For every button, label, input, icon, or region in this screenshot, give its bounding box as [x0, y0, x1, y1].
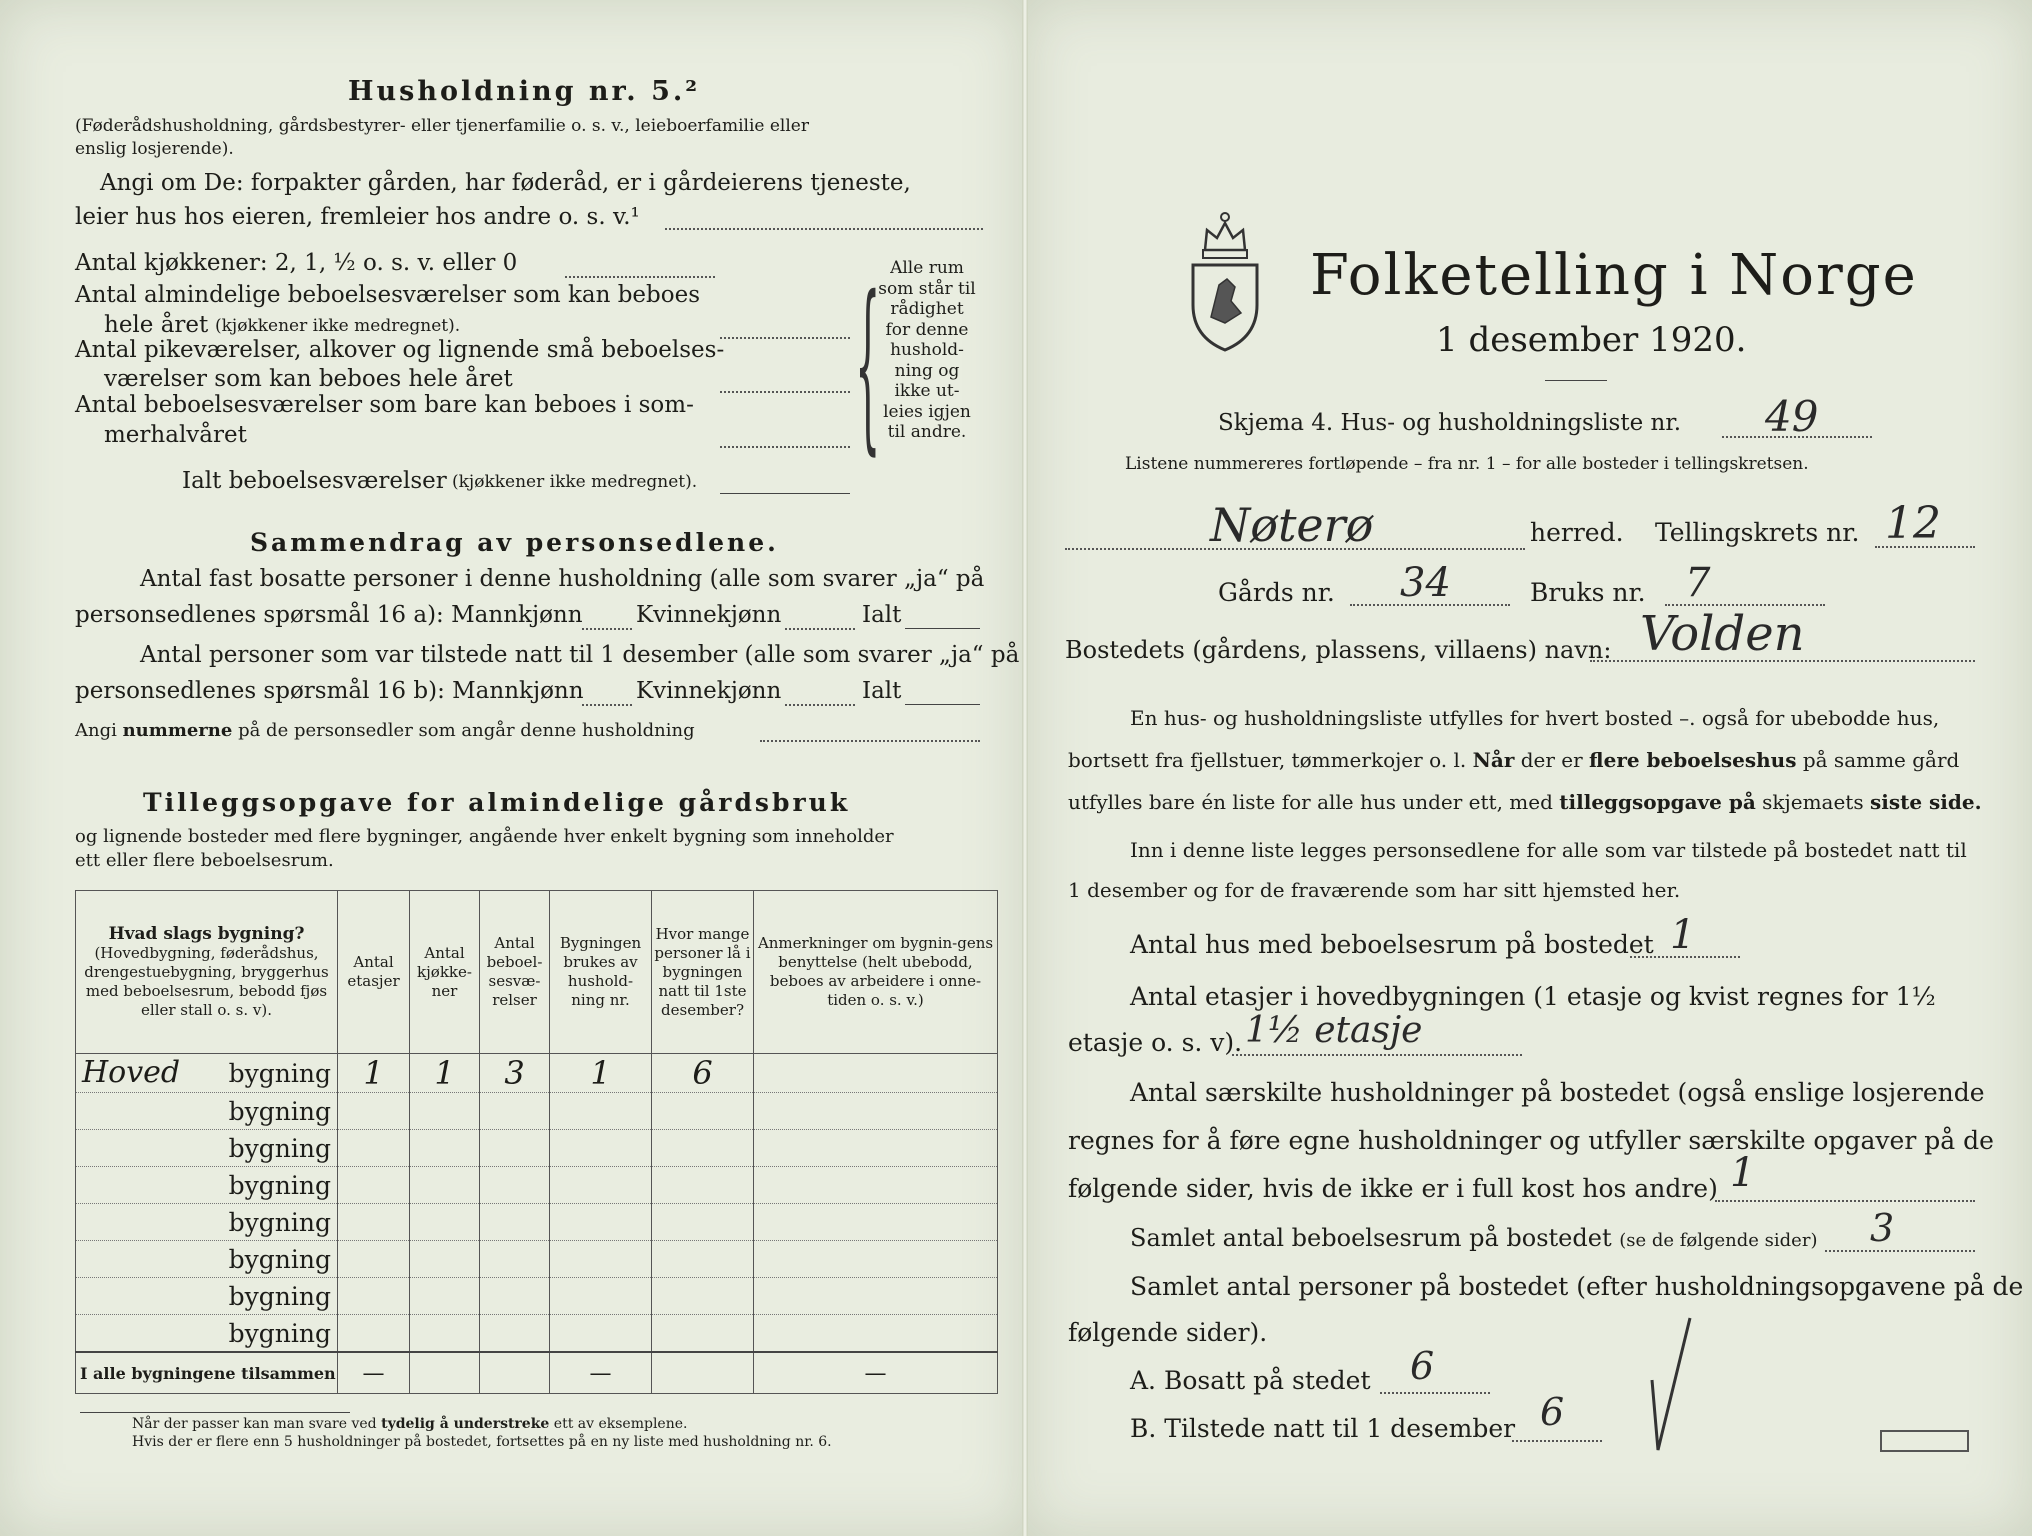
printer-stamp-icon [1880, 1430, 1969, 1452]
row-type-cell [76, 1204, 338, 1241]
row-personer-cell [652, 1241, 754, 1278]
alm-label-line2: hele året [104, 312, 209, 338]
row-type-value: Hoved [82, 1055, 181, 1090]
tillegg-line1: og lignende bosteder med flere bygninger, angående hver enkelt bygning som inneholder [75, 826, 894, 847]
samlet-pers-line2: følgende sider). [1068, 1318, 1268, 1347]
instr1-l2-b: Når [1472, 748, 1515, 772]
bosted-label: Bostedets (gårdens, plassens, villaens) navn: [1065, 636, 1612, 664]
side-note-line: for denne [885, 319, 969, 340]
col-header-type-bold: Hvad slags bygning? [108, 923, 305, 944]
herred-value: Nøterø [1210, 498, 1374, 552]
bruks-value: 7 [1685, 560, 1711, 606]
col-header-etasjer: Antal etasjer [338, 891, 410, 1054]
instr1-l2-a: bortsett fra fjellstuer, tømmerkojer o. l. [1068, 748, 1473, 772]
fast-line1: Antal fast bosatte personer i denne husholdning (alle som svarer „ja“ på [140, 566, 985, 592]
rooms-side-note [872, 258, 982, 443]
fast-ialt-label: Ialt [862, 602, 902, 628]
table-header-row [76, 891, 998, 1054]
row-type-cell [76, 1278, 338, 1315]
total-personer [652, 1352, 754, 1394]
instr1-line1: En hus- og husholdningsliste utfylles for hvert bosted –. også for ubebodde hus, [1130, 706, 1940, 730]
footnote-l1-a: Når der passer kan man svare ved [132, 1416, 382, 1432]
total-label: I alle bygningene tilsammen [76, 1352, 338, 1394]
row-anm-cell [754, 1204, 998, 1241]
checkmark-icon [1630, 1310, 1710, 1460]
row-anm-cell [754, 1130, 998, 1167]
bosatt-field [1380, 1392, 1490, 1394]
instr1-l2-c: der er [1514, 748, 1590, 772]
sammendrag-title: Sammendrag av personsedlene. [250, 528, 779, 557]
husholdning-title: Husholdning nr. 5.² [348, 76, 701, 107]
tilstede-label: B. Tilstede natt til 1 desember [1130, 1414, 1516, 1443]
hus-label: Antal hus med beboelsesrum på bostedet [1130, 930, 1654, 959]
samlet-rum-label [1130, 1224, 1817, 1252]
fast-line2: personsedlenes spørsmål 16 a): Mannkjønn [75, 602, 583, 628]
sommer-label-line1: Antal beboelsesværelser som bare kan beboes i som- [75, 392, 694, 418]
tilstede-ialt-label: Ialt [862, 678, 902, 704]
instr2-line1: Inn i denne liste legges personsedlene for alle som var tilstede på bostedet natt til [1130, 838, 1967, 862]
sarskilte-line3: følgende sider, hvis de ikke er i full kost hos andre) [1068, 1174, 1718, 1203]
row-bygning-label: bygning [228, 1318, 331, 1348]
angi-nummerne-b: nummerne [122, 720, 233, 741]
row-kjokkener-cell: 1 [410, 1054, 480, 1093]
footnote-rule [80, 1412, 350, 1413]
total-etasjer: — [338, 1352, 410, 1394]
row-bygning-label: bygning [228, 1207, 331, 1237]
row-husholdning-cell: 1 [550, 1054, 652, 1093]
table-row [76, 1278, 998, 1315]
row-kjokkener-cell [410, 1278, 480, 1315]
col-header-husholdning: Bygningen brukes av hushold-ning nr. [550, 891, 652, 1054]
main-title: Folketelling i Norge [1310, 243, 1918, 308]
angi-fill-line [665, 228, 983, 230]
census-date: 1 desember 1920. [1436, 320, 1747, 360]
gards-label: Gårds nr. [1218, 578, 1335, 607]
tilstede-value: 6 [1540, 1390, 1565, 1434]
instr1-line2 [1068, 748, 1959, 772]
row-vaerelser-cell: 3 [480, 1054, 550, 1093]
fast-kvinne-label: Kvinnekjønn [636, 602, 782, 628]
row-vaerelser-cell [480, 1093, 550, 1130]
bosatt-value: 6 [1410, 1344, 1435, 1388]
row-personer-cell: 6 [652, 1054, 754, 1093]
row-husholdning-cell [550, 1167, 652, 1204]
row-etasjer-cell [338, 1093, 410, 1130]
col-header-type [76, 891, 338, 1054]
row-etasjer-cell: 1 [338, 1054, 410, 1093]
row-anm-cell [754, 1315, 998, 1353]
row-husholdning-cell [550, 1315, 652, 1353]
building-table [75, 890, 998, 1394]
side-note-line: ning og [894, 360, 960, 381]
skjema-label: Skjema 4. Hus- og husholdningsliste nr. [1218, 410, 1682, 436]
bosatt-label: A. Bosatt på stedet [1130, 1366, 1371, 1395]
row-bygning-label: bygning [228, 1096, 331, 1126]
table-total-row [76, 1352, 998, 1394]
sarskilte-line2: regnes for å føre egne husholdninger og utfyller særskilte opgaver på de [1068, 1126, 1994, 1155]
total-kjokkener [410, 1352, 480, 1394]
sarskilte-field [1715, 1200, 1975, 1202]
instr1-l3-d: siste side. [1869, 790, 1982, 814]
row-type-cell [76, 1167, 338, 1204]
row-type-cell [76, 1241, 338, 1278]
side-note-line: leies igjen [883, 401, 971, 422]
row-vaerelser-cell [480, 1167, 550, 1204]
total-husholdning: — [550, 1352, 652, 1394]
row-personer-cell [652, 1167, 754, 1204]
etasjer-field [1232, 1054, 1522, 1056]
col-header-kjokkener: Antal kjøkke-ner [410, 891, 480, 1054]
row-bygning-label: bygning [228, 1281, 331, 1311]
footnote-line1 [132, 1416, 687, 1432]
alm-label-line1: Antal almindelige beboelsesværelser som kan beboes [75, 282, 701, 308]
row-type-cell [76, 1315, 338, 1353]
row-anm-cell [754, 1093, 998, 1130]
tellingskrets-label: Tellingskrets nr. [1655, 518, 1860, 547]
intro-note-line2: enslig losjerende). [75, 139, 234, 159]
table-row [76, 1054, 998, 1093]
total-anmerkninger: — [754, 1352, 998, 1394]
angi-nummerne-field [760, 740, 980, 742]
row-personer-cell [652, 1315, 754, 1353]
intro-note-line1: (Føderådshusholdning, gårdsbestyrer- eller tjenerfamilie o. s. v., leieboerfamilie eller [75, 116, 809, 136]
pike-label-line1: Antal pikeværelser, alkover og lignende små beboelses- [75, 337, 725, 363]
etasjer-value: 1½ etasje [1245, 1010, 1423, 1051]
table-row [76, 1204, 998, 1241]
row-vaerelser-cell [480, 1204, 550, 1241]
sarskilte-line1: Antal særskilte husholdninger på bostedet (også enslige losjerende [1130, 1078, 1985, 1107]
instr1-l3-a: utfylles bare én liste for alle hus under ett, med [1068, 790, 1560, 814]
page-fold [1022, 0, 1028, 1536]
sarskilte-value: 1 [1730, 1150, 1756, 1196]
col-header-anmerkninger: Anmerkninger om bygnin-gens benyttelse (helt ubebodd, beboes av arbeidere i onne-tiden o. s. v.) [754, 891, 998, 1054]
side-note-line: som står til [878, 278, 976, 299]
row-anm-cell [754, 1054, 998, 1093]
row-bygning-label: bygning [228, 1170, 331, 1200]
ialt-vaerelser-label: Ialt beboelsesværelser [182, 468, 447, 494]
fast-ialt-field [905, 628, 980, 629]
row-vaerelser-cell [480, 1130, 550, 1167]
samlet-rum-b: (se de følgende sider) [1619, 1230, 1818, 1251]
row-kjokkener-cell [410, 1130, 480, 1167]
total-vaerelser [480, 1352, 550, 1394]
row-husholdning-cell [550, 1093, 652, 1130]
angi-line1: Angi om De: forpakter gården, har føderåd, er i gårdeierens tjeneste, [100, 170, 911, 196]
col-header-personer: Hvor mange personer lå i bygningen natt til 1ste desember? [652, 891, 754, 1054]
row-anm-cell [754, 1278, 998, 1315]
tilstede-ialt-field [905, 704, 980, 705]
row-type-cell [76, 1130, 338, 1167]
samlet-rum-value: 3 [1870, 1206, 1895, 1250]
row-husholdning-cell [550, 1278, 652, 1315]
row-vaerelser-cell [480, 1315, 550, 1353]
row-etasjer-cell [338, 1130, 410, 1167]
footnote-line2: Hvis der er flere enn 5 husholdninger på bostedet, fortsettes på en ny liste med husholdning nr. 6. [132, 1434, 832, 1450]
table-row [76, 1093, 998, 1130]
row-personer-cell [652, 1130, 754, 1167]
side-note-line: til andre. [887, 422, 967, 442]
fast-kvinne-field [785, 628, 855, 630]
listene-note: Listene nummereres fortløpende – fra nr. 1 – for alle bosteder i tellingskretsen. [1125, 454, 1809, 474]
row-husholdning-cell [550, 1241, 652, 1278]
row-etasjer-cell [338, 1167, 410, 1204]
title-rule [1545, 380, 1607, 381]
samlet-pers-line1: Samlet antal personer på bostedet (efter husholdningsopgavene på de [1130, 1272, 2024, 1301]
footnote-l1-c: ett av eksemplene. [549, 1416, 688, 1432]
instr1-l2-d: flere beboelseshus [1589, 748, 1797, 772]
row-personer-cell [652, 1093, 754, 1130]
row-husholdning-cell [550, 1204, 652, 1241]
footnote-l1-b: tydelig å understreke [381, 1416, 550, 1432]
angi-nummerne-c: på de personsedler som angår denne husholdning [232, 720, 695, 741]
angi-line2: leier hus hos eieren, fremleier hos andre o. s. v.¹ [75, 204, 640, 230]
pike-field [720, 391, 850, 393]
col-header-vaerelser: Antal beboel-sesvæ-relser [480, 891, 550, 1054]
etasjer-line2: etasje o. s. v). [1068, 1028, 1243, 1057]
table-row [76, 1315, 998, 1353]
table-row [76, 1241, 998, 1278]
col-header-type-rest: (Hovedbygning, føderådshus, drengestuebygning, bryggerhus med beboelsesrum, bebodd fjøs eller stall o. s. v). [84, 943, 329, 1019]
instr1-line3 [1068, 790, 1982, 814]
instr1-l3-b: tilleggsopgave på [1559, 790, 1756, 814]
tilstede-field [1512, 1440, 1602, 1442]
row-personer-cell [652, 1278, 754, 1315]
row-kjokkener-cell [410, 1241, 480, 1278]
row-etasjer-cell [338, 1315, 410, 1353]
alm-field [720, 337, 850, 339]
row-vaerelser-cell [480, 1241, 550, 1278]
etasjer-line1: Antal etasjer i hovedbygningen (1 etasje og kvist regnes for 1½ [1130, 982, 1936, 1011]
row-type-cell [76, 1093, 338, 1130]
kjokkener-label: Antal kjøkkener: 2, 1, ½ o. s. v. eller 0 [75, 250, 518, 276]
bruks-label: Bruks nr. [1530, 578, 1646, 607]
samlet-rum-field [1825, 1250, 1975, 1252]
row-etasjer-cell [338, 1278, 410, 1315]
row-bygning-label: bygning [228, 1058, 331, 1088]
tellingskrets-value: 12 [1885, 498, 1941, 549]
row-bygning-label: bygning [228, 1133, 331, 1163]
tillegg-title: Tilleggsopgave for almindelige gårdsbruk [143, 788, 851, 817]
row-personer-cell [652, 1204, 754, 1241]
alm-label-small: (kjøkkener ikke medregnet). [215, 316, 461, 336]
row-kjokkener-cell [410, 1315, 480, 1353]
tilstede-kvinne-label: Kvinnekjønn [636, 678, 782, 704]
row-anm-cell [754, 1241, 998, 1278]
row-anm-cell [754, 1167, 998, 1204]
row-kjokkener-cell [410, 1167, 480, 1204]
row-type-cell [76, 1054, 338, 1093]
ialt-vaerelser-small: (kjøkkener ikke medregnet). [452, 472, 698, 492]
tilstede-line1: Antal personer som var tilstede natt til 1 desember (alle som svarer „ja“ på [140, 642, 1020, 668]
hus-value: 1 [1670, 912, 1696, 958]
sommer-label-line2: merhalvåret [104, 422, 247, 448]
row-etasjer-cell [338, 1241, 410, 1278]
row-etasjer-cell [338, 1204, 410, 1241]
table-row [76, 1130, 998, 1167]
bosted-value: Volden [1640, 606, 1805, 662]
gards-value: 34 [1400, 560, 1451, 606]
row-husholdning-cell [550, 1130, 652, 1167]
skjema-nr-value: 49 [1765, 392, 1819, 441]
sommer-field [720, 446, 850, 448]
herred-label: herred. [1530, 518, 1624, 547]
row-kjokkener-cell [410, 1204, 480, 1241]
kjokkener-field [565, 276, 715, 278]
fast-mann-field [582, 628, 632, 630]
tilstede-line2: personsedlenes spørsmål 16 b): Mannkjønn [75, 678, 584, 704]
row-kjokkener-cell [410, 1093, 480, 1130]
row-bygning-label: bygning [228, 1244, 331, 1274]
side-note-line: hushold- [890, 340, 964, 360]
tillegg-line2: ett eller flere beboelsesrum. [75, 850, 334, 871]
table-row [76, 1167, 998, 1204]
tilstede-mann-field [582, 704, 632, 706]
instr2-line2: 1 desember og for de fraværende som har sitt hjemsted her. [1068, 878, 1681, 902]
coat-of-arms-icon [1185, 205, 1265, 355]
instr1-l2-e: på samme gård [1796, 748, 1960, 772]
ialt-vaerelser-field [720, 493, 850, 494]
angi-nummerne-a: Angi [75, 720, 123, 741]
row-vaerelser-cell [480, 1278, 550, 1315]
side-note-line: rådighet [890, 299, 964, 319]
pike-label-line2: værelser som kan beboes hele året [104, 366, 513, 392]
instr1-l3-c: skjemaets [1755, 790, 1870, 814]
side-note-line: ikke ut- [894, 381, 960, 401]
rooms-brace: { [855, 262, 881, 474]
side-note-line: Alle rum [890, 258, 964, 278]
tilstede-kvinne-field [785, 704, 855, 706]
angi-nummerne [75, 720, 695, 741]
samlet-rum-a: Samlet antal beboelsesrum på bostedet [1130, 1224, 1620, 1252]
